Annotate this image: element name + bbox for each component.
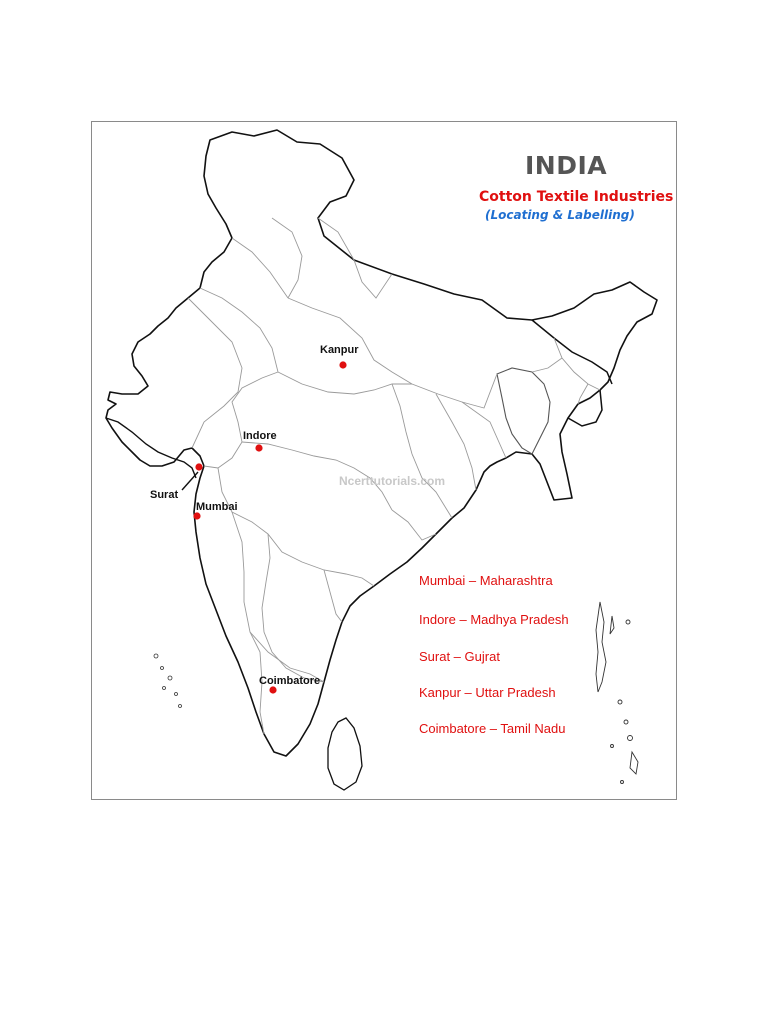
label-mumbai: Mumbai xyxy=(196,501,238,513)
map-frame xyxy=(91,121,677,800)
map-title: INDIA xyxy=(525,151,608,180)
watermark: Ncerttutorials.com xyxy=(339,474,446,488)
india-outline-map xyxy=(92,122,677,800)
map-subtitle: Cotton Textile Industries xyxy=(479,189,674,205)
legend-item-kanpur: Kanpur – Uttar Pradesh xyxy=(419,685,556,700)
surat-pointer-line xyxy=(182,472,198,490)
map-subtitle-note: (Locating & Labelling) xyxy=(485,208,635,222)
marker-surat xyxy=(195,463,202,470)
legend-item-coimbatore: Coimbatore – Tamil Nadu xyxy=(419,721,566,736)
label-surat: Surat xyxy=(150,489,179,501)
legend-item-surat: Surat – Gujrat xyxy=(419,649,500,664)
legend-item-indore: Indore – Madhya Pradesh xyxy=(419,612,569,627)
label-coimbatore: Coimbatore xyxy=(259,675,321,687)
marker-coimbatore xyxy=(269,686,276,693)
lakshadweep-islands xyxy=(154,654,182,708)
northeast-outline xyxy=(532,320,612,426)
india-country-outline xyxy=(106,130,657,756)
marker-indore xyxy=(255,444,262,451)
label-kanpur: Kanpur xyxy=(320,344,359,356)
marker-mumbai xyxy=(193,512,200,519)
andaman-nicobar-islands xyxy=(596,602,638,784)
legend-item-mumbai: Mumbai – Maharashtra xyxy=(419,573,553,588)
marker-kanpur xyxy=(339,361,346,368)
label-indore: Indore xyxy=(243,430,277,442)
gujarat-coast xyxy=(106,418,196,478)
bangladesh-border xyxy=(497,368,550,454)
sri-lanka-outline xyxy=(328,718,362,790)
